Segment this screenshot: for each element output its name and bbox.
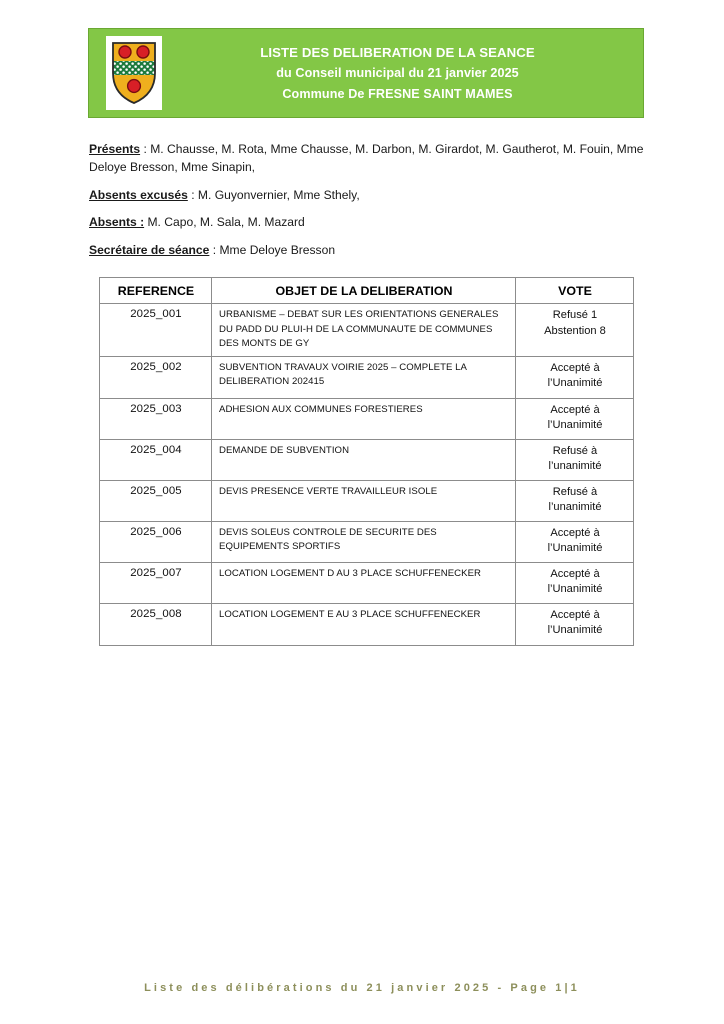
coat-of-arms-icon — [110, 41, 158, 105]
column-header-reference: REFERENCE — [100, 278, 212, 304]
vote-line-1: Accepté à — [550, 608, 600, 621]
cell-objet: LOCATION LOGEMENT E AU 3 PLACE SCHUFFENECKER — [212, 603, 516, 645]
cell-vote — [516, 398, 634, 439]
cell-reference: 2025_002 — [100, 356, 212, 398]
table-row — [100, 480, 634, 521]
cell-vote — [516, 356, 634, 398]
cell-objet: DEVIS PRESENCE VERTE TRAVAILLEUR ISOLE — [212, 480, 516, 521]
commune-coat-of-arms — [106, 36, 162, 110]
cell-objet: DEVIS SOLEUS CONTROLE DE SECURITE DES EQUIPEMENTS SPORTIFS — [212, 521, 516, 562]
cell-vote — [516, 304, 634, 357]
vote-line-2: l’Unanimité — [547, 419, 603, 432]
attendance-secretary — [89, 241, 645, 259]
table-row — [100, 521, 634, 562]
header-title-line-2: du Conseil municipal du 21 janvier 2025 — [276, 66, 519, 81]
header-title-group — [162, 29, 643, 117]
cell-objet: URBANISME – DEBAT SUR LES ORIENTATIONS GENERALES DU PADD DU PLUI-H DE LA COMMUNAUTE DE COMMUNES DES MONTS DE GY — [212, 304, 516, 357]
excused-separator: : — [187, 187, 198, 202]
cell-objet: DEMANDE DE SUBVENTION — [212, 439, 516, 480]
table-row — [100, 439, 634, 480]
deliberations-table — [99, 277, 634, 646]
table-row — [100, 304, 634, 357]
excused-label: Absents excusés — [89, 187, 188, 202]
column-header-vote: VOTE — [516, 278, 634, 304]
cell-vote — [516, 521, 634, 562]
cell-vote — [516, 603, 634, 645]
attendance-absents — [89, 213, 645, 231]
presents-value: M. Chausse, M. Rota, Mme Chausse, M. Darbon, M. Girardot, M. Gautherot, M. Fouin, Mme Deloye Bresson, Mme Sinapin, — [89, 142, 644, 175]
cell-reference: 2025_006 — [100, 521, 212, 562]
presents-label: Présents — [89, 142, 141, 156]
vote-line-1: Accepté à — [550, 526, 600, 539]
cell-objet: ADHESION AUX COMMUNES FORESTIERES — [212, 398, 516, 439]
table-header-row — [100, 278, 634, 304]
cell-reference: 2025_008 — [100, 603, 212, 645]
attendance-excused — [89, 186, 645, 204]
header-title-line-1: LISTE DES DELIBERATION DE LA SEANCE — [260, 44, 535, 60]
cell-reference: 2025_005 — [100, 480, 212, 521]
vote-line-1: Accepté à — [550, 567, 600, 580]
cell-reference: 2025_001 — [100, 304, 212, 357]
attendance-section — [89, 140, 645, 259]
header-title-line-3: Commune De FRESNE SAINT MAMES — [282, 86, 513, 101]
cell-reference: 2025_004 — [100, 439, 212, 480]
vote-line-1: Refusé à — [552, 485, 598, 498]
excused-value: M. Guyonvernier, Mme Sthely, — [197, 187, 360, 202]
vote-line-2: l’Unanimité — [547, 583, 603, 596]
cell-reference: 2025_003 — [100, 398, 212, 439]
secretary-value: Mme Deloye Bresson — [219, 242, 336, 257]
vote-line-1: Accepté à — [550, 403, 600, 416]
vote-line-2: l’Unanimité — [547, 377, 603, 390]
vote-line-1: Accepté à — [550, 361, 600, 374]
absents-value: M. Capo, M. Sala, M. Mazard — [147, 215, 305, 230]
deliberations-table-body — [100, 304, 634, 646]
table-row — [100, 356, 634, 398]
cell-objet: LOCATION LOGEMENT D AU 3 PLACE SCHUFFENECKER — [212, 562, 516, 603]
vote-line-2: l’unanimité — [548, 501, 602, 514]
cell-vote — [516, 562, 634, 603]
secretary-separator: : — [209, 242, 220, 257]
presents-separator: : — [140, 142, 151, 156]
vote-line-1: Refusé à — [552, 444, 598, 457]
cell-objet: SUBVENTION TRAVAUX VOIRIE 2025 – COMPLETE LA DELIBERATION 202415 — [212, 356, 516, 398]
vote-line-2: l’unanimité — [548, 460, 602, 473]
table-row — [100, 398, 634, 439]
vote-line-1: Refusé 1 — [552, 309, 598, 321]
column-header-objet: OBJET DE LA DELIBERATION — [212, 278, 516, 304]
cell-vote — [516, 439, 634, 480]
cell-vote — [516, 480, 634, 521]
page-footer: Liste des délibérations du 21 janvier 2025 - Page 1|1 — [144, 982, 580, 994]
attendance-presents — [89, 140, 645, 177]
cell-reference: 2025_007 — [100, 562, 212, 603]
vote-line-2: Abstention 8 — [544, 324, 606, 337]
table-row — [100, 562, 634, 603]
secretary-label: Secrétaire de séance — [89, 242, 210, 257]
document-header-banner — [88, 28, 644, 118]
absents-label: Absents : — [89, 215, 145, 230]
table-row — [100, 603, 634, 645]
vote-line-2: l’Unanimité — [547, 542, 603, 555]
vote-line-2: l’Unanimité — [547, 624, 603, 637]
